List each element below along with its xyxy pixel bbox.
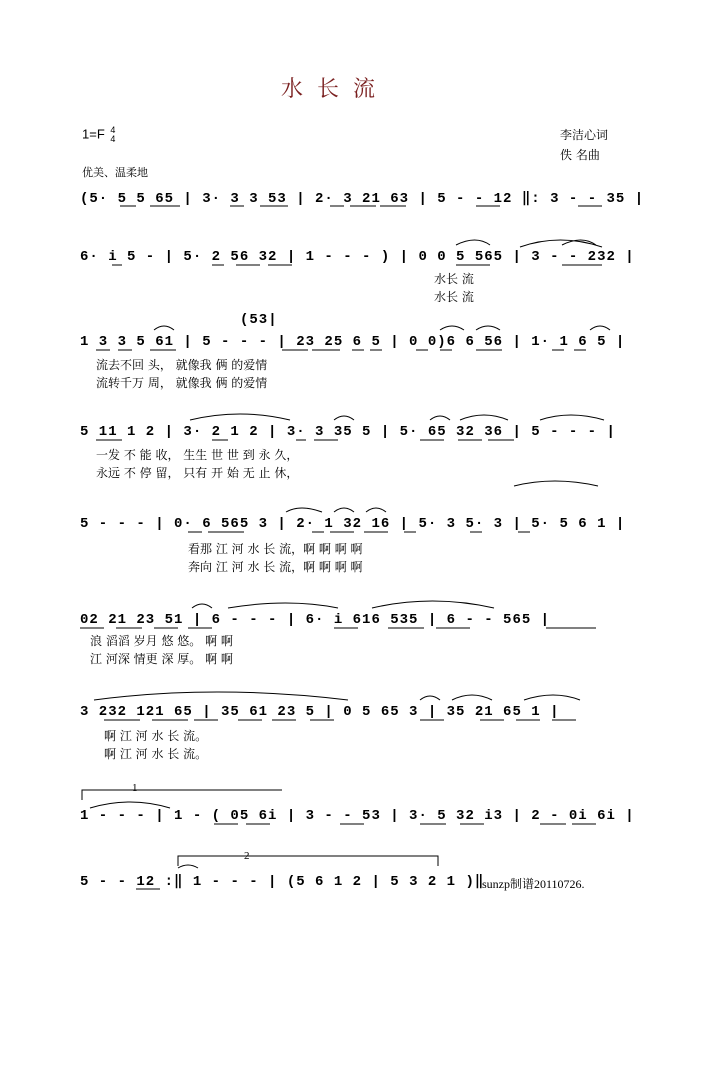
time-sig-bottom: 4: [110, 134, 116, 144]
notation-line-1: (5· 5 5 65 | 3· 3 3 53 | 2· 3 21 63 | 5 - - 12 ‖: 3 - - 35 |: [80, 191, 645, 207]
lyric-line-4a: 一发 不 能 收， 生生 世 世 到 永 久，: [96, 448, 299, 462]
expression-mark: 优美、温柔地: [82, 166, 148, 179]
lyric-line-7b: 啊 江 河 水 长 流。: [104, 747, 208, 761]
lyric-line-3a: 流去不回 头， 就像我 俩 的爱情: [96, 358, 268, 372]
lyric-line-4b: 永远 不 停 留， 只有 开 始 无 止 休，: [96, 466, 299, 480]
notation-line-5: 5 - - - | 0· 6 565 3 | 2· 1 32 16 | 5· 3 5· 3 | 5· 5 6 1 |: [80, 516, 626, 532]
lyric-line-7a: 啊 江 河 水 长 流。: [104, 729, 208, 743]
lyric-line-3b: 流转千万 周， 就像我 俩 的爱情: [96, 376, 268, 390]
key-label: 1=F: [82, 126, 105, 142]
notation-line-8: 1 - - - | 1 - ( 05 6i | 3 - - 53 | 3· 5 32 i3 | 2 - 0i 6i |: [80, 808, 635, 824]
lyric-line-6a: 浪 滔滔 岁月 悠 悠。 啊 啊: [90, 634, 233, 648]
time-signature: [110, 126, 115, 144]
lyricist-credit: 李洁心词: [560, 128, 609, 142]
notation-line-9: 5 - - 12 :‖ 1 - - - | (5 6 1 2 | 5 3 2 1 )‖: [80, 874, 485, 890]
song-title: 水长流: [280, 77, 389, 102]
lyric-line-2b: 水长 流: [434, 290, 474, 304]
lyric-line-6b: 江 河深 情更 深 厚。 啊 啊: [90, 652, 233, 666]
lyric-line-5b: 奔向 江 河 水 长 流，啊 啊 啊 啊: [188, 560, 363, 574]
composer-credit: 佚 名曲: [560, 148, 600, 162]
upper-bracket-notes: (53|: [240, 312, 278, 328]
time-sig-top: 4: [110, 125, 116, 135]
notation-line-4: 5 11 1 2 | 3· 2 1 2 | 3· 3 35 5 | 5· 65 32 36 | 5 - - - |: [80, 424, 616, 440]
transcriber-signature: sunzp制谱20110726.: [482, 877, 585, 891]
notation-line-7: 3 232 121 65 | 35 61 23 5 | 0 5 65 3 | 35 21 65 1 |: [80, 704, 560, 720]
notation-line-3: 1 3 3 5 61 | 5 - - - | 23 25 6 5 | 0 0)6 6 56 | 1· 1 6 5 |: [80, 334, 626, 350]
notation-line-2: 6· i 5 - | 5· 2 56 32 | 1 - - - ) | 0 0 5 565 | 3 - - 232 |: [80, 249, 635, 265]
volta-1-label: 1: [132, 782, 138, 794]
lyric-line-5a: 看那 江 河 水 长 流，啊 啊 啊 啊: [188, 542, 363, 556]
volta-2-label: 2: [244, 850, 250, 862]
key-signature: [82, 126, 115, 144]
lyric-line-2a: 水长 流: [434, 272, 474, 286]
notation-line-6: 02 21 23 51 | 6 - - - | 6· i 616 535 | 6 - - 565 |: [80, 612, 551, 628]
